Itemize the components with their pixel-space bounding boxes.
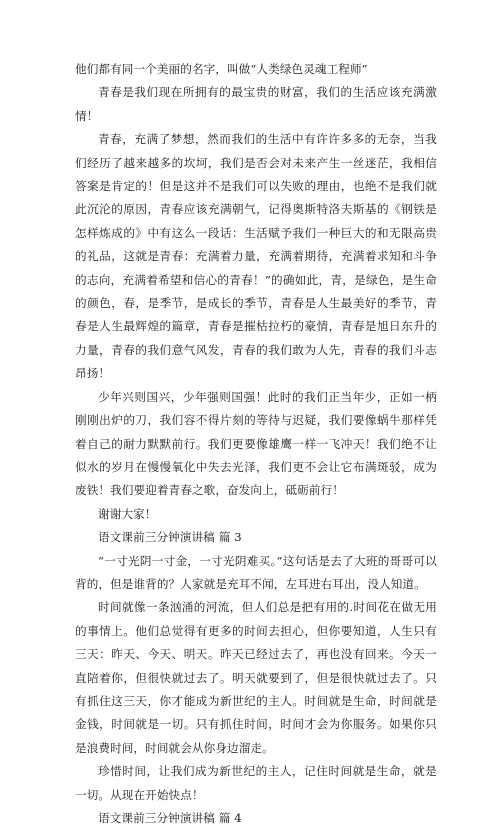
- paragraph-6: “一寸光阴一寸金，一寸光阴难买。”这句话是去了大班的哥哥可以背的，但是谁背的？人家就是充耳不闻，左耳进右耳出，没人知道。: [75, 553, 437, 591]
- paragraph-1: 他们都有同一个美丽的名字，叫做“人类绿色灵魂工程师”: [75, 62, 368, 76]
- paragraph-3: 青春，充满了梦想，然而我们的生活中有许许多多的无奈，当我们经历了越来越多的坎坷，我们是否会对未来产生一丝迷茫，我相信答案是肯定的！但是这并不是我们可以失败的理由，也绝不是我们就此沉沦的原因，青春应该充满朝气，记得奥斯特洛夫斯基的《钢铁是怎样炼成的》中有这么一段话：生活赋予我们一种巨大的和无限高贵的礼品，这就是青春：充满着力量，充满着期待，充满着求知和斗争的志向，充满着希望和信心的青春！”的确如此，青，是绿色，是生命的颜色，春，是季节，是成长的季节，青春是人生最美好的季节，青春是人生最辉煌的篇章，青春是摧枯拉朽的豪情，青春是旭日东升的力量，青春的我们意气风发，青春的我们敢为人先，青春的我们斗志昂扬！: [75, 132, 437, 381]
- paragraph-7: 时间就像一条汹涌的河流，但人们总是把有用的.时间花在做无用的事情上。他们总觉得有更多的时间去担心，但你要知道，人生只有三天：昨天、今天、明天。昨天已经过去了，再也没有回来。今天一直陪着你，但很快就过去了。明天就要到了，但是很快就过去了。只有抓住这三天，你才能成为新世纪的主人。时间就是生命，时间就是金钱，时间就是一切。只有抓住时间，时间才会为你服务。如果你只是浪费时间，时间就会从你身边溜走。: [75, 600, 437, 755]
- section-heading-4: 语文课前三分钟演讲稿 篇 4: [98, 811, 242, 825]
- paragraph-4: 少年兴则国兴，少年强则国强！此时的我们正当年少，正如一柄刚刚出炉的刀，我们容不得片刻的等待与迟疑，我们要像蜗牛那样凭着自己的耐力默默前行。我们更要像雄鹰一样一飞冲天！我们绝不让似水的岁月在慢慢氧化中失去光泽，我们更不会让它布满斑驳，成为废铁！我们要迎着青春之歌，奋发向上，砥砺前行！: [75, 389, 437, 498]
- paragraph-5: 谢谢大家！: [98, 506, 157, 521]
- section-heading-3: 语文课前三分钟演讲稿 篇 3: [98, 530, 242, 545]
- document-page: [75, 58, 437, 830]
- paragraph-8: 珍惜时间，让我们成为新世纪的主人，记住时间就是生命，就是一切。从现在开始快点！: [75, 764, 437, 802]
- paragraph-2: 青春是我们现在所拥有的最宝贵的财富，我们的生活应该充满激情！: [75, 85, 437, 123]
